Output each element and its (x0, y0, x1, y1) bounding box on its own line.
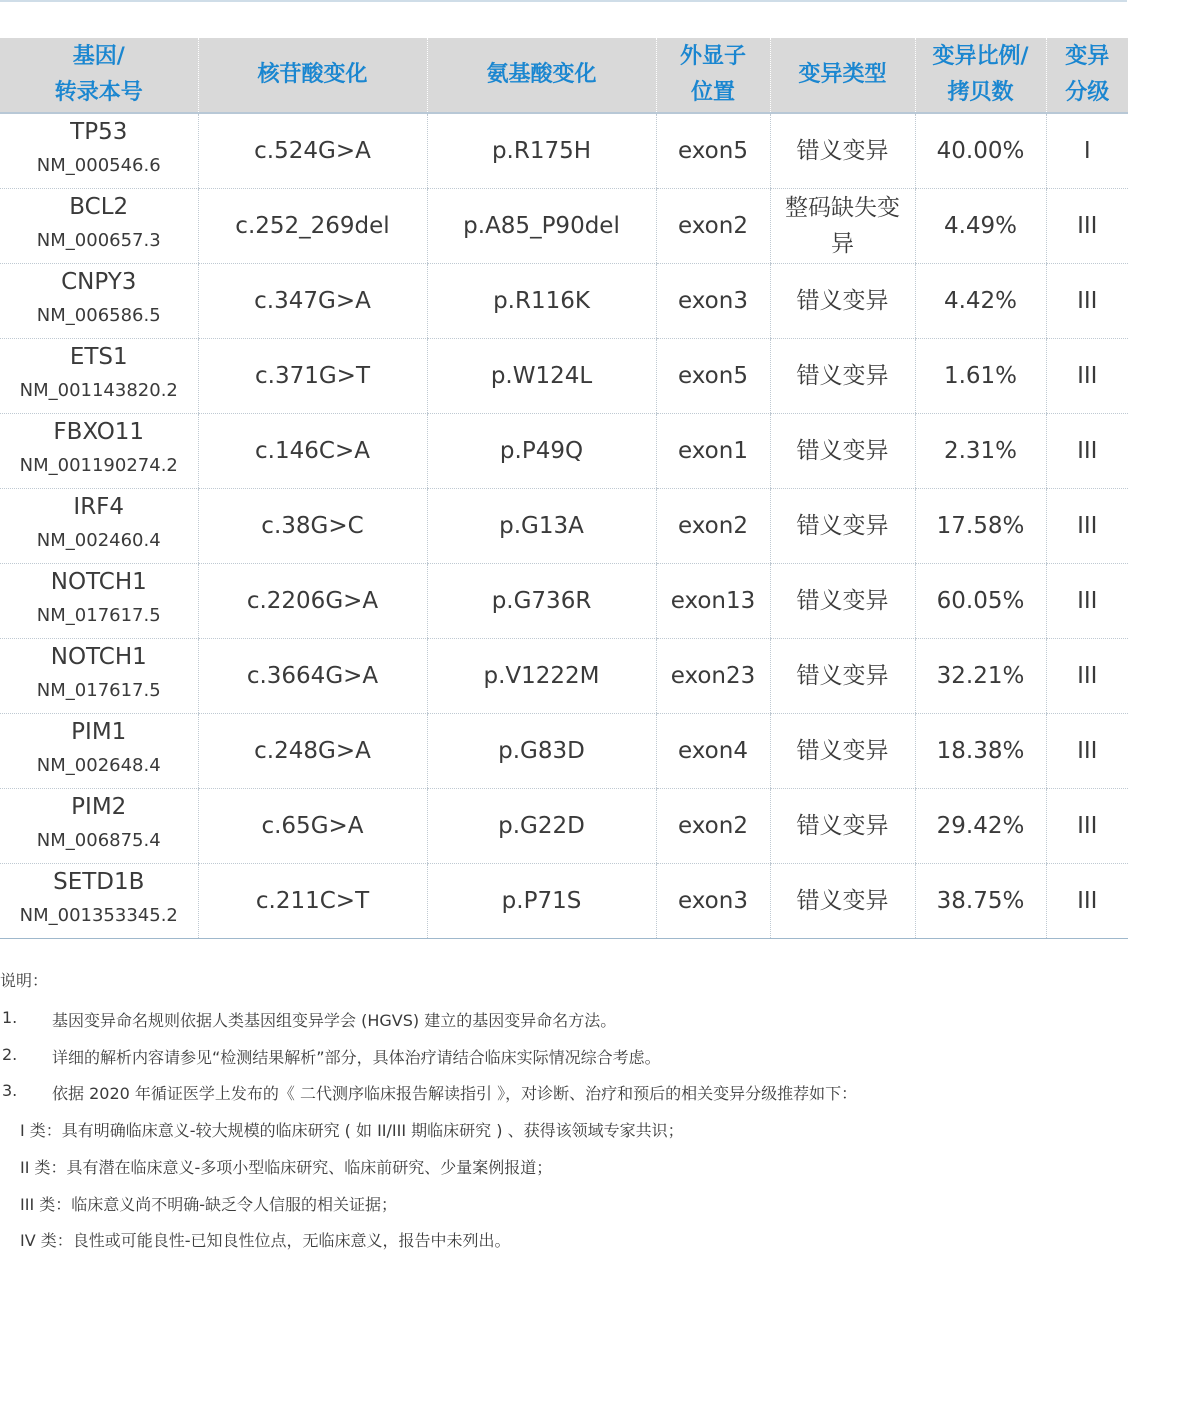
cell-variant-type: 错义变异 (770, 714, 915, 789)
cell-vaf: 2.31% (915, 414, 1046, 489)
cell-nucleotide-change: c.347G>A (198, 264, 427, 339)
table-row (0, 339, 1128, 414)
cell-nucleotide-change: c.211C>T (198, 864, 427, 939)
table-row (0, 113, 1128, 189)
table-row (0, 864, 1128, 939)
gene-name: FBXO11 (53, 419, 145, 445)
table-row (0, 264, 1128, 339)
transcript-id: NM_000546.6 (36, 155, 161, 176)
tier-definition: IV 类：良性或可能良性-已知良性位点，无临床意义，报告中未列出。 (20, 1231, 511, 1250)
transcript-id: NM_001190274.2 (19, 455, 178, 476)
cell-tier: III (1046, 264, 1128, 339)
gene-name: PIM2 (71, 794, 127, 820)
cell-amino-acid-change: p.R175H (427, 113, 656, 189)
table-row (0, 714, 1128, 789)
transcript-id: NM_001353345.2 (19, 905, 178, 926)
cell-variant-type: 错义变异 (770, 339, 915, 414)
cell-exon: exon3 (656, 264, 770, 339)
table-header-row (0, 38, 1128, 113)
header-variant-tier: 变异 分级 (1046, 38, 1128, 113)
cell-variant-type: 错义变异 (770, 489, 915, 564)
gene-name: ETS1 (69, 344, 128, 370)
cell-tier: III (1046, 639, 1128, 714)
gene-name: BCL2 (69, 194, 129, 220)
header-vaf-copy-number: 变异比例/ 拷贝数 (915, 38, 1046, 113)
table-row (0, 489, 1128, 564)
cell-nucleotide-change: c.146C>A (198, 414, 427, 489)
cell-vaf: 60.05% (915, 564, 1046, 639)
cell-tier: III (1046, 564, 1128, 639)
cell-variant-type: 错义变异 (770, 113, 915, 189)
gene-name: TP53 (70, 119, 128, 145)
transcript-id: NM_001143820.2 (19, 380, 178, 401)
cell-tier: III (1046, 864, 1128, 939)
cell-nucleotide-change: c.3664G>A (198, 639, 427, 714)
cell-variant-type: 错义变异 (770, 789, 915, 864)
gene-name: CNPY3 (61, 269, 137, 295)
cell-vaf: 40.00% (915, 113, 1046, 189)
note-number: 2. (2, 1045, 18, 1064)
cell-vaf: 1.61% (915, 339, 1046, 414)
transcript-id: NM_006875.4 (36, 830, 161, 851)
cell-vaf: 17.58% (915, 489, 1046, 564)
table-row (0, 639, 1128, 714)
cell-amino-acid-change: p.R116K (427, 264, 656, 339)
note-number: 3. (2, 1081, 18, 1100)
cell-tier: I (1046, 113, 1128, 189)
cell-amino-acid-change: p.W124L (427, 339, 656, 414)
transcript-id: NM_017617.5 (36, 605, 161, 626)
cell-variant-type: 错义变异 (770, 564, 915, 639)
note-text: 依据 2020 年循证医学上发布的《 二代测序临床报告解读指引 》，对诊断、治疗和预后的相关变异分级推荐如下： (52, 1084, 858, 1103)
note-number: 1. (2, 1008, 18, 1027)
cell-gene-transcript (0, 864, 198, 939)
gene-name: NOTCH1 (50, 644, 147, 670)
tier-definition: III 类：临床意义尚不明确-缺乏令人信服的相关证据； (20, 1195, 398, 1214)
cell-tier: III (1046, 189, 1128, 264)
cell-amino-acid-change: p.G22D (427, 789, 656, 864)
cell-gene-transcript (0, 714, 198, 789)
cell-vaf: 4.42% (915, 264, 1046, 339)
cell-nucleotide-change: c.248G>A (198, 714, 427, 789)
header-variant-type: 变异类型 (770, 38, 915, 113)
transcript-id: NM_000657.3 (36, 230, 161, 251)
cell-variant-type: 整码缺失变 异 (770, 189, 915, 264)
cell-exon: exon5 (656, 339, 770, 414)
cell-variant-type: 错义变异 (770, 264, 915, 339)
cell-exon: exon2 (656, 489, 770, 564)
header-amino-acid-change: 氨基酸变化 (427, 38, 656, 113)
cell-exon: exon5 (656, 113, 770, 189)
cell-exon: exon1 (656, 414, 770, 489)
cell-nucleotide-change: c.38G>C (198, 489, 427, 564)
transcript-id: NM_002460.4 (36, 530, 161, 551)
cell-amino-acid-change: p.A85_P90del (427, 189, 656, 264)
cell-amino-acid-change: p.V1222M (427, 639, 656, 714)
cell-exon: exon2 (656, 189, 770, 264)
cell-exon: exon3 (656, 864, 770, 939)
cell-gene-transcript (0, 789, 198, 864)
cell-gene-transcript (0, 113, 198, 189)
cell-gene-transcript (0, 564, 198, 639)
cell-tier: III (1046, 789, 1128, 864)
cell-exon: exon13 (656, 564, 770, 639)
table-body (0, 113, 1128, 939)
cell-gene-transcript (0, 489, 198, 564)
transcript-id: NM_006586.5 (36, 305, 161, 326)
note-text: 基因变异命名规则依据人类基因组变异学会 (HGVS) 建立的基因变异命名方法。 (52, 1011, 617, 1030)
cell-gene-transcript (0, 339, 198, 414)
cell-variant-type: 错义变异 (770, 639, 915, 714)
cell-exon: exon4 (656, 714, 770, 789)
cell-tier: III (1046, 339, 1128, 414)
header-exon-position: 外显子 位置 (656, 38, 770, 113)
tier-definition: II 类：具有潜在临床意义-多项小型临床研究、临床前研究、少量案例报道； (20, 1158, 553, 1177)
cell-nucleotide-change: c.371G>T (198, 339, 427, 414)
cell-amino-acid-change: p.P71S (427, 864, 656, 939)
cell-exon: exon23 (656, 639, 770, 714)
table-row (0, 189, 1128, 264)
cell-nucleotide-change: c.65G>A (198, 789, 427, 864)
cell-gene-transcript (0, 414, 198, 489)
cell-amino-acid-change: p.G736R (427, 564, 656, 639)
cell-variant-type: 错义变异 (770, 864, 915, 939)
transcript-id: NM_002648.4 (36, 755, 161, 776)
cell-nucleotide-change: c.252_269del (198, 189, 427, 264)
header-nucleotide-change: 核苷酸变化 (198, 38, 427, 113)
tier-definition: I 类：具有明确临床意义-较大规模的临床研究 ( 如 II/III 期临床研究 ) 、获得该领域专家共识； (20, 1121, 684, 1140)
cell-gene-transcript (0, 189, 198, 264)
cell-vaf: 32.21% (915, 639, 1046, 714)
cell-tier: III (1046, 714, 1128, 789)
cell-nucleotide-change: c.524G>A (198, 113, 427, 189)
cell-tier: III (1046, 489, 1128, 564)
cell-exon: exon2 (656, 789, 770, 864)
cell-tier: III (1046, 414, 1128, 489)
cell-nucleotide-change: c.2206G>A (198, 564, 427, 639)
cell-gene-transcript (0, 639, 198, 714)
cell-vaf: 38.75% (915, 864, 1046, 939)
gene-name: NOTCH1 (50, 569, 147, 595)
header-gene-transcript: 基因/ 转录本号 (0, 38, 198, 113)
cell-amino-acid-change: p.G13A (427, 489, 656, 564)
gene-name: IRF4 (73, 494, 125, 520)
notes-heading: 说明： (0, 971, 49, 990)
note-text: 详细的解析内容请参见“检测结果解析”部分，具体治疗请结合临床实际情况综合考虑。 (52, 1048, 661, 1067)
gene-name: PIM1 (71, 719, 127, 745)
variant-table (0, 38, 1128, 939)
cell-vaf: 4.49% (915, 189, 1046, 264)
cell-amino-acid-change: p.P49Q (427, 414, 656, 489)
transcript-id: NM_017617.5 (36, 680, 161, 701)
table-row (0, 414, 1128, 489)
cell-amino-acid-change: p.G83D (427, 714, 656, 789)
cell-vaf: 29.42% (915, 789, 1046, 864)
gene-name: SETD1B (53, 869, 145, 895)
cell-variant-type: 错义变异 (770, 414, 915, 489)
table-row (0, 564, 1128, 639)
cell-vaf: 18.38% (915, 714, 1046, 789)
table-row (0, 789, 1128, 864)
top-divider (0, 0, 1127, 2)
cell-gene-transcript (0, 264, 198, 339)
